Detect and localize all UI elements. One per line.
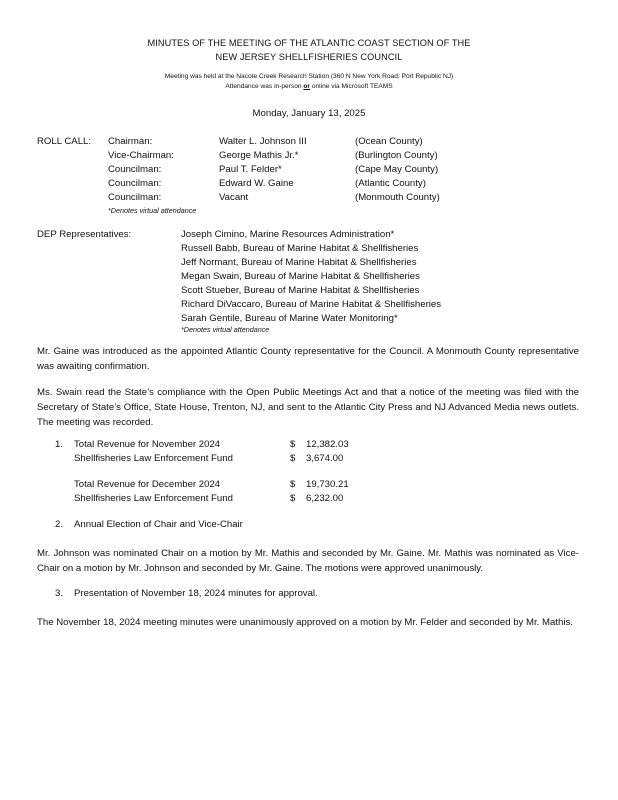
agenda-item-3-number: 3. (55, 588, 64, 599)
dep-member: Joseph Cimino, Marine Resources Administration* (181, 229, 395, 240)
currency-symbol: $ (290, 493, 296, 504)
roll-call-label: ROLL CALL: (37, 136, 92, 147)
agenda-item-2-label: Annual Election of Chair and Vice-Chair (74, 519, 243, 530)
agenda-item-1-number: 1. (55, 439, 64, 450)
revenue-label: Total Revenue for November 2024 (74, 439, 221, 450)
roll-call-county: (Atlantic County) (355, 178, 426, 189)
revenue-amount: 12,382.03 (306, 439, 349, 450)
revenue-amount: 19,730.21 (306, 479, 349, 490)
meeting-date: Monday, January 13, 2025 (252, 108, 366, 119)
dep-label: DEP Representatives: (37, 229, 132, 240)
roll-call-name: Paul T. Felder* (219, 164, 282, 175)
agenda-item-2-number: 2. (55, 519, 64, 530)
minutes-paragraph: The November 18, 2024 meeting minutes were unanimously approved on a motion by Mr. Felder and seconded by Mr. Mathis. (37, 617, 573, 628)
roll-call-role: Chairman: (108, 136, 153, 147)
opma-paragraph: Ms. Swain read the State’s compliance with the Open Public Meetings Act and that a notice of the meeting was filed with the Secretary of State’s Office, State House, Trenton, NJ, and sent to the Atlantic City Press and NJ Advanced Media news outlets. The meeting was recorded. (37, 387, 579, 428)
agenda-item-3-label: Presentation of November 18, 2024 minutes for approval. (74, 588, 318, 599)
revenue-amount: 3,674.00 (306, 453, 344, 464)
attendance-text-after: online via Microsoft TEAMS (309, 83, 393, 90)
title-line-2: NEW JERSEY SHELLFISHERIES COUNCIL (215, 52, 403, 62)
roll-call-role: Councilman: (108, 178, 162, 189)
election-paragraph: Mr. Johnson was nominated Chair on a motion by Mr. Mathis and seconded by Mr. Gaine. Mr. Mathis was nominated as Vice-Chair on a motion by Mr. Johnson and seconded by Mr. Gaine. The motions were approved unanimously. (37, 548, 579, 574)
revenue-amount: 6,232.00 (306, 493, 344, 504)
roll-call-role: Vice-Chairman: (108, 150, 174, 161)
currency-symbol: $ (290, 479, 296, 490)
dep-member: Megan Swain, Bureau of Marine Habitat & Shellfisheries (181, 271, 420, 282)
revenue-label: Shellfisheries Law Enforcement Fund (74, 493, 233, 504)
attendance-or: or (303, 83, 310, 90)
roll-call-role: Councilman: (108, 192, 162, 203)
attendance-line (0, 83, 618, 90)
dep-member: Scott Stueber, Bureau of Marine Habitat & Shellfisheries (181, 285, 420, 296)
roll-call-note: *Denotes virtual attendance (108, 206, 197, 215)
location-line: Meeting was held at the Nacote Creek Research Station (360 N New York Road, Port Republic NJ) (164, 73, 454, 80)
dep-member: Sarah Gentile, Bureau of Marine Water Monitoring* (181, 313, 398, 324)
roll-call-county: (Burlington County) (355, 150, 438, 161)
title-line-1: MINUTES OF THE MEETING OF THE ATLANTIC COAST SECTION OF THE (147, 38, 471, 48)
attendance-text-before: Attendance was in-person (225, 83, 304, 90)
roll-call-name: Edward W. Gaine (219, 178, 294, 189)
roll-call-role: Councilman: (108, 164, 162, 175)
dep-member: Richard DiVaccaro, Bureau of Marine Habitat & Shellfisheries (181, 299, 442, 310)
currency-symbol: $ (290, 439, 296, 450)
revenue-label: Total Revenue for December 2024 (74, 479, 221, 490)
roll-call-county: (Monmouth County) (355, 192, 440, 203)
revenue-label: Shellfisheries Law Enforcement Fund (74, 453, 233, 464)
roll-call-name: Vacant (219, 192, 249, 203)
dep-note: *Denotes virtual attendance (181, 325, 270, 334)
roll-call-name: George Mathis Jr.* (219, 150, 299, 161)
roll-call-name: Walter L. Johnson III (219, 136, 307, 147)
dep-member: Russell Babb, Bureau of Marine Habitat & Shellfisheries (181, 243, 419, 254)
currency-symbol: $ (290, 453, 296, 464)
roll-call-county: (Cape May County) (355, 164, 439, 175)
dep-member: Jeff Normant, Bureau of Marine Habitat & Shellfisheries (181, 257, 417, 268)
intro-paragraph: Mr. Gaine was introduced as the appointed Atlantic County representative for the Council. A Monmouth County representative was awaiting confirmation. (37, 346, 579, 372)
roll-call-county: (Ocean County) (355, 136, 423, 147)
